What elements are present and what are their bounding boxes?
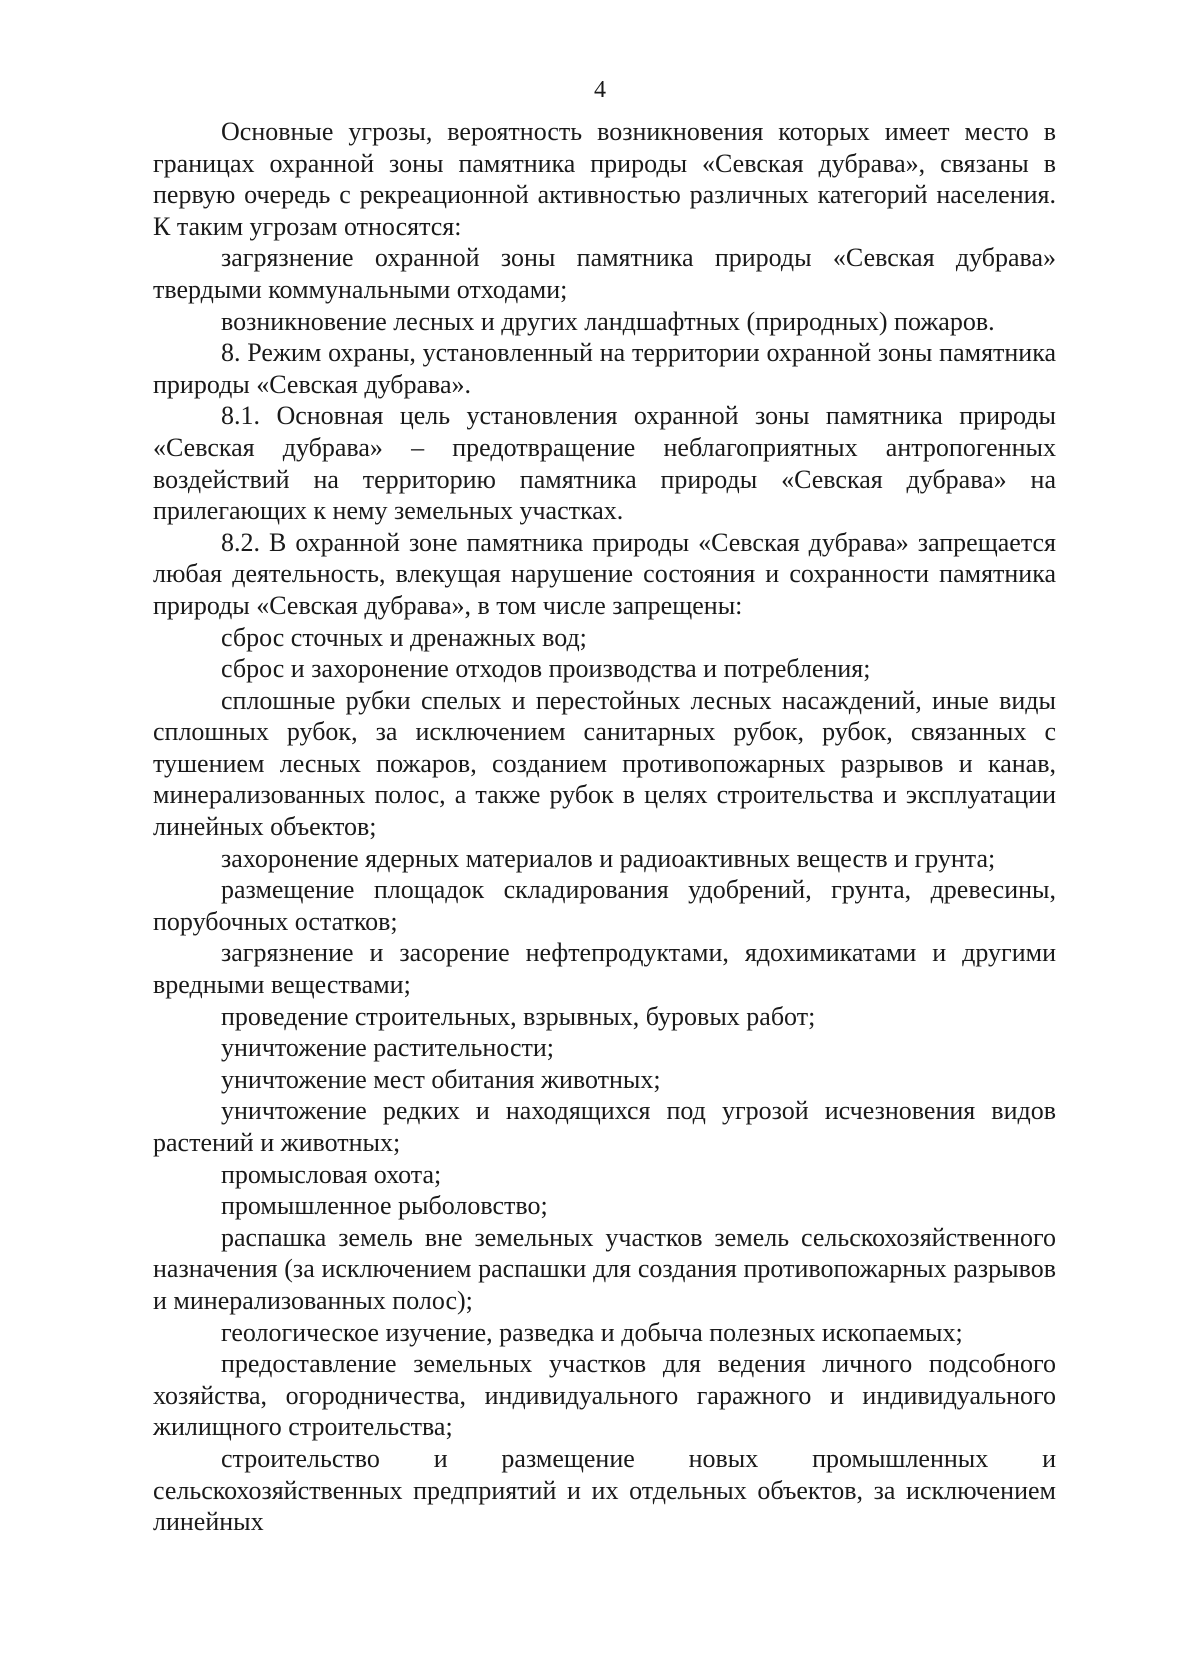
list-item-prohibited: геологическое изучение, разведка и добыча полезных ископаемых;: [221, 1317, 963, 1347]
list-item-prohibited: сброс и захоронение отходов производства и потребления;: [221, 654, 871, 684]
page-number: 4: [594, 77, 606, 103]
list-item-prohibited: промышленное рыболовство;: [221, 1191, 548, 1221]
paragraph-section-8-1: 8.1. Основная цель установления охранной зоны памятника природы «Севская дубрава» – предотвращение неблагоприятных антропогенных воздействий на территорию памятника природы «Севская дубрава» на прилегающих к нему земельных участках.: [153, 401, 1056, 526]
list-item-prohibited: загрязнение и засорение нефтепродуктами, ядохимикатами и другими вредными веществами;: [153, 938, 1056, 1000]
list-item-prohibited: предоставление земельных участков для ведения личного подсобного хозяйства, огородничества, индивидуального гаражного и индивидуального жилищного строительства;: [153, 1349, 1056, 1442]
list-item-prohibited: уничтожение мест обитания животных;: [221, 1064, 661, 1094]
paragraph-threat-pollution: загрязнение охранной зоны памятника природы «Севская дубрава» твердыми коммунальными отходами;: [153, 243, 1056, 304]
list-item-prohibited: сброс сточных и дренажных вод;: [221, 622, 587, 652]
paragraph-threats-intro: Основные угрозы, вероятность возникновения которых имеет место в границах охранной зоны памятника природы «Севская дубрава», связаны в первую очередь с рекреационной активностью различных категорий населения. К таким угрозам относятся:: [153, 117, 1056, 241]
list-item-prohibited: промысловая охота;: [221, 1159, 442, 1189]
document-body: [153, 116, 1056, 1538]
list-item-prohibited: размещение площадок складирования удобрений, грунта, древесины, порубочных остатков;: [153, 875, 1056, 936]
paragraph-section-8: 8. Режим охраны, установленный на территории охранной зоны памятника природы «Севская дубрава».: [153, 338, 1056, 399]
paragraph-threat-fires: возникновение лесных и других ландшафтных (природных) пожаров.: [221, 306, 995, 336]
list-item-prohibited: распашка земель вне земельных участков земель сельскохозяйственного назначения (за исключением распашки для создания противопожарных разрывов и минерализованных полос);: [153, 1222, 1056, 1315]
list-item-prohibited: уничтожение редких и находящихся под угрозой исчезновения видов растений и животных;: [153, 1096, 1056, 1157]
list-item-prohibited: строительство и размещение новых промышленных и сельскохозяйственных предприятий и их отдельных объектов, за исключением линейных: [153, 1443, 1056, 1537]
list-item-prohibited: проведение строительных, взрывных, буровых работ;: [221, 1001, 816, 1031]
list-item-prohibited: уничтожение растительности;: [221, 1033, 554, 1063]
paragraph-section-8-2: 8.2. В охранной зоне памятника природы «Севская дубрава» запрещается любая деятельность, влекущая нарушение состояния и сохранности памятника природы «Севская дубрава», в том числе запрещены:: [153, 527, 1056, 620]
list-item-prohibited: сплошные рубки спелых и перестойных лесных насаждений, иные виды сплошных рубок, за исключением санитарных рубок, рубок, связанных с тушением лесных пожаров, созданием противопожарных разрывов и канав, минерализованных полос, а также рубок в целях строительства и эксплуатации линейных объектов;: [153, 685, 1056, 842]
list-item-prohibited: захоронение ядерных материалов и радиоактивных веществ и грунта;: [221, 843, 996, 873]
